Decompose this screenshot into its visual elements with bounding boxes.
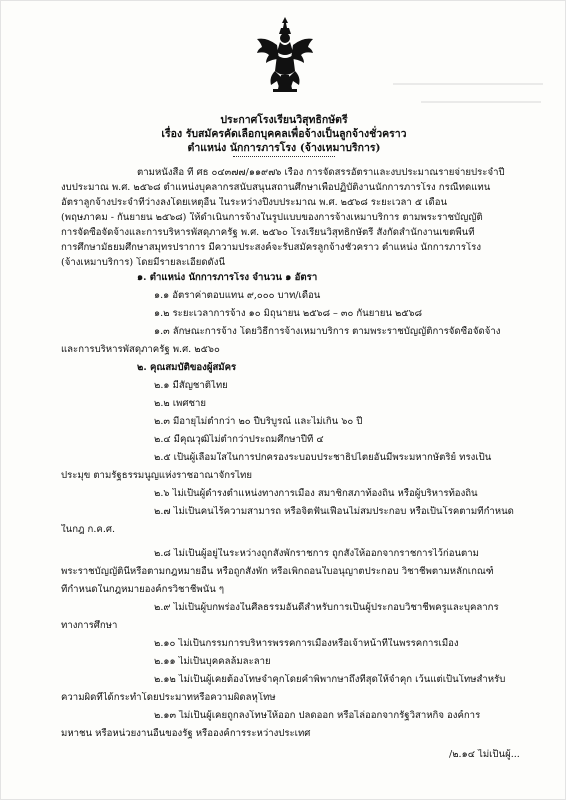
item-1-1: ๑.๑ อัตราค่าตอบแทน ๙,๐๐๐ บาท/เดือน [154, 290, 321, 301]
item-2-6: ๒.๖ ไม่เป็นผู้ดำรงตำแหน่งทางการเมือง สมาชิกสภาท้องถิ่น หรือผู้บริหารท้องถิ่น [154, 488, 478, 499]
item-2-1: ๒.๑ มีสัญชาติไทย [154, 380, 228, 391]
section-2-heading: ๒. คุณสมบัติของผู้สมัคร [137, 362, 237, 373]
paragraph-line: ตามหนังสือ ที่ ศธ ๐๔๓๗๗/๑๑๙๗๖ เรื่อง การจัดสรรอัตราและงบประมาณรายจ่ายประจำปี [137, 167, 505, 178]
item-2-2: ๒.๒ เพศชาย [154, 398, 206, 409]
item-2-5: ๒.๕ เป็นผู้เลื่อมใสในการปกครองระบอบประชาธิปไตยอันมีพระมหากษัตริย์ ทรงเป็น [154, 452, 492, 463]
continued-note: /๒.๑๔ ไม่เป็นผู้... [449, 749, 520, 760]
item-1-3-cont: และการบริหารพัสดุภาครัฐ พ.ศ. ๒๕๖๐ [61, 344, 220, 355]
item-2-10: ๒.๑๐ ไม่เป็นกรรมการบริหารพรรคการเมืองหรือเจ้าหน้าที่ในพรรคการเมือง [154, 638, 459, 649]
item-2-13: ๒.๑๓ ไม่เป็นผู้เคยถูกลงโทษให้ออก ปลดออก หรือไล่ออกจากรัฐวิสาหกิจ องค์การ [154, 710, 481, 721]
item-1-3: ๑.๓ ลักษณะการจ้าง โดยวิธีการจ้างเหมาบริการ ตามพระราชบัญญัติการจัดซื้อจัดจ้าง [154, 326, 501, 337]
paragraph-line: งบประมาณ พ.ศ. ๒๕๖๘ ตำแหน่งบุคลากรสนับสนุนสถานศึกษาเพื่อปฏิบัติงานนักการภารโรง กรณีทดแทน [61, 182, 491, 193]
paragraph-line: (พฤษภาคม - กันยายน ๒๕๖๘) ให้ดำเนินการจ้างในรูปแบบของการจ้างเหมาบริการ ตามพระราชบัญญัติ [61, 212, 483, 223]
item-2-8: ๒.๘ ไม่เป็นผู้อยู่ในระหว่างถูกสั่งพักราชการ ถูกสั่งให้ออกจากราชการไว้ก่อนตาม [154, 548, 479, 559]
item-2-4: ๒.๔ มีคุณวุฒิไม่ต่ำกว่าประถมศึกษาปีที่ ๔ [154, 434, 324, 445]
section-1-heading: ๑. ตำแหน่ง นักการภารโรง จำนวน ๑ อัตรา [137, 272, 318, 283]
garuda-emblem-icon [255, 15, 315, 97]
announcement-subject: เรื่อง รับสมัครคัดเลือกบุคคลเพื่อจ้างเป็นลูกจ้างชั่วคราว [161, 128, 407, 140]
item-2-3: ๒.๓ มีอายุไม่ต่ำกว่า ๒๐ ปีบริบูรณ์ และไม่เกิน ๖๐ ปี [154, 416, 363, 427]
item-2-7-cont: ในกฎ ก.ค.ศ. [61, 524, 116, 535]
item-2-12-cont: ความผิดที่ได้กระทำโดยประมาทหรือความผิดลหุโทษ [61, 692, 276, 703]
item-2-8-cont: ที่กำหนดในกฎหมายองค์กรวิชาชีพนั้น ๆ [61, 584, 225, 595]
announcement-position: ตำแหน่ง นักการภารโรง (จ้างเหมาบริการ) [187, 142, 381, 154]
item-2-8-cont: พระราชบัญญัตินี้หรือตามกฎหมายอื่น หรือถูกสั่งพัก หรือเพิกถอนใบอนุญาตประกอบ วิชาชีพตามหลักเกณฑ์ [61, 566, 494, 577]
item-2-12: ๒.๑๒ ไม่เป็นผู้เคยต้องโทษจำคุกโดยคำพิพากษาถึงที่สุดให้จำคุก เว้นแต่เป็นโทษสำหรับ [154, 674, 506, 685]
item-2-5-cont: ประมุข ตามรัฐธรรมนูญแห่งราชอาณาจักรไทย [61, 470, 252, 481]
paragraph-line: (จ้างเหมาบริการ) โดยมีรายละเอียดดังนี้ [61, 257, 226, 268]
item-1-2: ๑.๒ ระยะเวลาการจ้าง ๑๐ มิถุนายน ๒๕๖๘ – ๓๐ กันยายน ๒๕๖๘ [154, 308, 423, 319]
paragraph-line: การศึกษามัธยมศึกษาสมุทรปราการ มีความประสงค์จะรับสมัครลูกจ้างชั่วคราว ตำแหน่ง นักการภารโรง [61, 242, 481, 253]
item-2-7: ๒.๗ ไม่เป็นคนไร้ความสามารถ หรือจิตฟั่นเฟือนไม่สมประกอบ หรือเป็นโรคตามที่กำหนด [154, 506, 514, 517]
paragraph-line: การจัดซื้อจัดจ้างและการบริหารพัสดุภาครัฐ พ.ศ. ๒๕๖๐ โรงเรียนวิสุทธิกษัตรี สังกัดสำนักงานเขตพื้นที่ [61, 227, 475, 238]
item-2-11: ๒.๑๑ ไม่เป็นบุคคลล้มละลาย [154, 656, 271, 667]
header-divider [233, 156, 335, 157]
paragraph-line: อัตราลูกจ้างประจำที่ว่างลงโดยเหตุอื่น ในระหว่างปีงบประมาณ พ.ศ. ๒๕๖๘ ระยะเวลา ๕ เดือน [61, 197, 448, 208]
announcement-title: ประกาศโรงเรียนวิสุทธิกษัตรี [220, 114, 348, 126]
item-2-13-cont: มหาชน หรือหน่วยงานอื่นของรัฐ หรือองค์การระหว่างประเทศ [61, 728, 311, 739]
item-2-9: ๒.๙ ไม่เป็นผู้บกพร่องในศีลธรรมอันดีสำหรับการเป็นผู้ประกอบวิชาชีพครูและบุคลากร [154, 602, 499, 613]
item-2-9-cont: ทางการศึกษา [61, 620, 118, 631]
